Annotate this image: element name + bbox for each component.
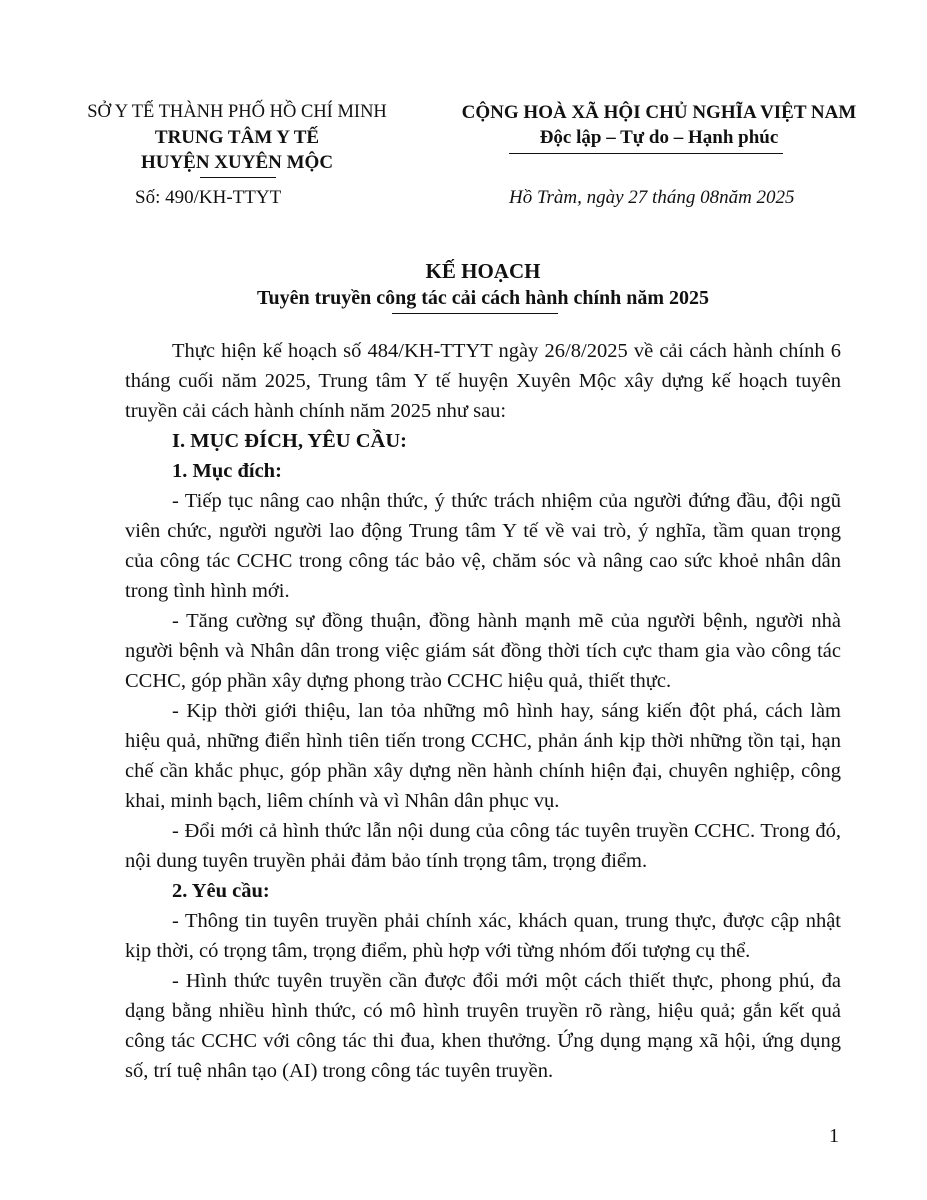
heading-requirements: 2. Yêu cầu: [172,880,270,902]
purpose-item-3: - Kịp thời giới thiệu, lan tỏa những mô hình hay, sáng kiến đột phá, cách làm hiệu quả, những điển hình tiên tiến trong CCHC, phản ánh kịp thời những tồn tại, hạn chế cần khắc phục, góp phần xây dựng nền hành chính hiện đại, chuyên nghiệp, công khai, minh bạch, liêm chính và vì Nhân dân phục vụ. [125,700,841,812]
document-number: Số: 490/KH-TTYT [135,187,282,208]
requirement-item-1: - Thông tin tuyên truyền phải chính xác, khách quan, trung thực, được cập nhật kịp thời, có trọng tâm, trọng điểm, phù hợp với từng nhóm đối tượng cụ thể. [125,910,841,962]
purpose-item-4: - Đổi mới cả hình thức lẫn nội dung của công tác tuyên truyền CCHC. Trong đó, nội dung tuyên truyền phải đảm bảo tính trọng tâm, trọng điểm. [125,820,841,872]
motto-underline [509,153,783,154]
page-number: 1 [829,1125,839,1147]
section-heading-purpose-requirements: I. MỤC ĐÍCH, YÊU CẦU: [172,430,407,452]
national-motto: Độc lập – Tự do – Hạnh phúc [539,127,779,148]
subtitle-underline [392,313,558,314]
organization-name-line-1: TRUNG TÂM Y TẾ [154,127,320,148]
heading-purpose: 1. Mục đích: [172,460,282,482]
country-name: CỘNG HOÀ XÃ HỘI CHỦ NGHĨA VIỆT NAM [461,102,857,123]
requirement-item-2: - Hình thức tuyên truyền cần được đổi mới một cách thiết thực, phong phú, đa dạng bằng nhiều hình thức, có mô hình truyên truyền rõ ràng, hiệu quả; gắn kết quả công tác CCHC với công tác thi đua, khen thưởng. Ứng dụng mạng xã hội, ứng dụng số, trí tuệ nhân tạo (AI) trong công tác tuyên truyền. [125,970,841,1082]
organization-name-line-2: HUYỆN XUYÊN MỘC [140,152,334,173]
purpose-item-2: - Tăng cường sự đồng thuận, đồng hành mạnh mẽ của người bệnh, người nhà người bệnh và Nhân dân trong việc giám sát đồng thời tích cực tham gia vào công tác CCHC, góp phần xây dựng phong trào CCHC hiệu quả, thiết thực. [125,610,841,692]
document-body [125,336,841,1086]
document-subtitle: Tuyên truyền công tác cải cách hành chính năm 2025 [256,287,710,309]
organization-underline [200,177,276,178]
purpose-item-1: - Tiếp tục nâng cao nhận thức, ý thức trách nhiệm của người đứng đầu, đội ngũ viên chức, người người lao động Trung tâm Y tế về vai trò, ý nghĩa, tầm quan trọng của công tác CCHC trong công tác bảo vệ, chăm sóc và nâng cao sức khoẻ nhân dân trong tình hình mới. [125,490,841,602]
intro-paragraph: Thực hiện kế hoạch số 484/KH-TTYT ngày 26/8/2025 về cải cách hành chính 6 tháng cuối năm 2025, Trung tâm Y tế huyện Xuyên Mộc xây dựng kế hoạch tuyên truyền cải cách hành chính năm 2025 như sau: [125,340,841,422]
document-title: KẾ HOẠCH [425,259,541,283]
place-and-date: Hồ Tràm, ngày 27 tháng 08năm 2025 [509,187,795,208]
parent-organization: SỞ Y TẾ THÀNH PHỐ HỒ CHÍ MINH [87,102,387,122]
